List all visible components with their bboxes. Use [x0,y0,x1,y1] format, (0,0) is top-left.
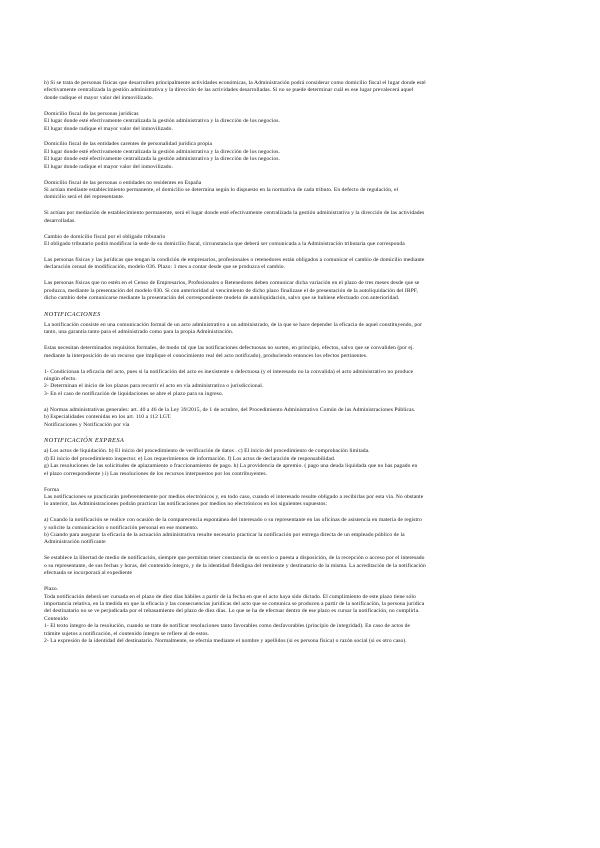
text-line: El lugar donde esté efectivamente centralizada la gestión administrativa y la dirección de los negocios. [44,156,280,163]
text-line: efectivamente centralizada la gestión administrativa y la dirección de las actividades desarrolladas. Si no se puede determinar cuál es ese lugar prevalecerá aquel [44,87,414,94]
paragraph [44,555,564,577]
text-line: 3- En el caso de notificación de liquidaciones se abre el plazo para su ingreso. [44,390,224,397]
text-line: Cambio de domicilio fiscal por el obligado tributario [44,233,166,240]
text-line: el plazo correspondiente ) i) Las resoluciones de los recursos interpuestos por los contribuyentes. [44,470,268,477]
text-line: del destinatario no se ve perjudicada por el rebasamiento del plazo de diez días. Lo que se ha de efectuar dentro de ese plazo es cursar la notificación, no cumplirla. [44,608,420,615]
text-line: mediante la interposición de un recurso que implique el conocimiento real del acto notificado), produciendo entonces los efectos pertinentes. [44,352,368,359]
text-line: efectuada se incorporará al expediente [44,570,132,577]
text-line: g) Las resoluciones de las solicitudes de aplazamiento o fraccionamiento de pago. h) La providencia de apremio. ( pago una deuda liquidada que no has pagado en [44,463,418,470]
text-line: o su representante, de sus fechas y horas, del contenido íntegro, y de la identidad fidedigna del remitente y destinatario de la misma. La acreditación de la notificación [44,562,426,569]
text-line: b) Especialidades contenidas en los art. 110 a 112 LGT. [44,414,172,421]
section-heading [44,437,564,445]
text-line: a) Los actos de liquidación. b) El inicio del procedimiento de verificación de datos . c) El inicio del procedimiento de comprobación limitada. [44,448,370,455]
text-line: importancia relativa, en la medida en que la eficacia y las consecuencias jurídicas del acto que se comunica se producen a partir de la notificación, la persona jurídica [44,600,425,607]
text-line: trámite sujetos a notificación, el contenido íntegro se refiere al de estos. [44,630,210,637]
text-line: a) Cuando la notificación se realice con ocasión de la comparecencia espontánea del interesado o su representante en las oficinas de asistencia en materia de registro [44,517,422,524]
paragraph [44,586,564,645]
paragraph [44,369,564,399]
text-line: b) Si se trata de personas físicas que desarrollen principalmente actividades económicas, la Administración podrá considerar como domicilio fiscal el lugar donde esté [44,80,426,86]
text-line: Plazo. [44,586,59,593]
text-line: produzca, mediante la presentación del modelo 030. Si con anterioridad al vencimiento de dicho plazo finalizase el de presentación de la autoliquidación del IRPF, [44,287,418,294]
paragraph [44,257,564,272]
paragraph [44,407,564,429]
paragraph [44,234,564,249]
text-line: Si actúan por mediación de establecimiento permanente, será el lugar donde esté efectivamente centralizada la gestión administrativa y la dirección de las actividades [44,210,425,217]
text-line: declaración censal de modificación, modelo 036. Plazo: 1 mes a contar desde que se produzca el cambio. [44,264,286,271]
paragraph [44,80,564,102]
text-line: Administración notificante [44,539,106,546]
text-line: 2- La expresión de la identidad del destinatario. Normalmente, se efectúa mediante el nombre y apellidos (si es persona física) o razón social (si es otro caso). [44,637,407,644]
text-line: d) El inicio del procedimiento inspector. e) Los requerimientos de información. f) Los actos de declaración de responsabilidad. [44,455,336,462]
section-heading [44,311,564,319]
text-line: Las personas físicas que no estén en el Censo de Empresarios, Profesionales o Retenedores deben comunicar dicha variación en el plazo de tres meses desde que se [44,280,420,287]
text-line: ningún efecto. [44,375,77,382]
text-line: El lugar donde esté efectivamente centralizada la gestión administrativa y la dirección de los negocios. [44,118,280,125]
text-line: lo anterior, las Administraciones podrán practicar las notificaciones por medios no electrónicos en los siguientes supuestos: [44,501,328,508]
text-line: domicilio será el del representante. [44,194,125,201]
paragraph [44,141,564,171]
text-line: Contenido [44,615,68,622]
text-line: Domicilio fiscal de las personas o entidades no residentes en España [44,179,202,186]
heading-text: NOTIFICACIÓN EXPRESA [44,437,125,445]
text-line: Las personas físicas y las jurídicas que tengan la condición de empresarios, profesionales o retenedores están obligados a comunicar el cambio de domicilio mediante [44,256,425,263]
paragraph [44,448,564,478]
text-line: y solicite la comunicación o notificación personal en ese momento. [44,524,199,531]
text-line: 2- Determinan el inicio de los plazos para recurrir el acto en vía administrativa o jurisdiccional. [44,383,264,390]
text-line: El lugar donde radique el mayor valor del inmovilizado. [44,163,173,170]
text-line: tanto, una garantía tanto para el administrado como para la propia Administración. [44,329,234,336]
text-line: Estas necesitan determinados requisitos formales, de modo tal que las notificaciones defectuosas no surten, en principio, efectos, salvo que se convaliden (por ej. [44,345,415,352]
text-line: 1- El texto íntegro de la resolución, cuando se trate de notificar resoluciones tanto favorables como desfavorables (principio de integridad). En caso de actos de [44,623,411,630]
text-line: Las notificaciones se practicarán preferentemente por medios electrónicos y, en todo caso, cuando el interesado resulte obligado a recibirlas por esta vía. No obstante [44,493,424,500]
document-page [44,80,564,654]
text-line: El lugar donde radique el mayor valor del inmovilizado. [44,125,173,132]
text-line: Notificaciones y Notificación por vía [44,421,130,428]
text-line: b) Cuando para asegurar la eficacia de la actuación administrativa resulte necesario practicar la notificación por entrega directa de un empleado público de la [44,532,405,539]
paragraph [44,322,564,337]
text-line: Si actúan mediante establecimiento permanente, el domicilio se determina según lo dispuesto en la normativa de cada tributo. En defecto de regulación, el [44,186,399,193]
text-line: El lugar donde esté efectivamente centralizada la gestión administrativa y la dirección de los negocios. [44,148,280,155]
text-line: El obligado tributario podrá modificar la sede de su domicilio fiscal, circunstancia que deberá ser comunicada a la Administración tributaria que corresponda [44,241,405,247]
text-line: dicho cambio debe comunicarse mediante la presentación del correspondiente modelo de autoliquidación, salvo que se hubiese efectuado con anterioridad. [44,295,400,302]
text-line: Toda notificación deberá ser cursada en el plazo de diez días hábiles a partir de la fecha en que el acto haya sido dictado. El cumplimiento de este plazo tiene sólo [44,593,416,600]
heading-text: NOTIFICACIONES [44,310,101,318]
text-line: a) Normas administrativas generales: art. 40 a 46 de la Ley 39/2015, de 1 de octubre, del Procedimiento Administrativo Común de las Administraciones Públicas. [44,406,416,413]
paragraph [44,487,564,509]
text-line: La notificación consiste en una comunicación formal de un acto administrativo a un administrado, de la que se hace depender la eficacia de aquel constituyendo, por [44,321,423,328]
paragraph [44,345,564,360]
text-line: 1- Condicionan la eficacia del acto, pues si la notificación del acto es inexistente o defectuosa (y el interesado no la convalida) el acto administrativo no produce [44,368,414,375]
text-line: desarrolladas. [44,217,76,224]
paragraph [44,111,564,133]
text-line: Domicilio fiscal de las entidades carentes de personalidad jurídica propia [44,141,212,148]
text-line: Domicilio fiscal de las personas jurídicas [44,110,139,117]
text-line: Forma [44,486,59,493]
text-line: donde radique el mayor valor del inmovilizado. [44,94,154,101]
paragraph [44,280,564,302]
text-line: Se establece la libertad de medio de notificación, siempre que permitan tener constancia de su envío o puesta a disposición, de la recepción o acceso por el interesado [44,555,425,562]
paragraph [44,517,564,547]
paragraph [44,180,564,202]
paragraph [44,210,564,225]
